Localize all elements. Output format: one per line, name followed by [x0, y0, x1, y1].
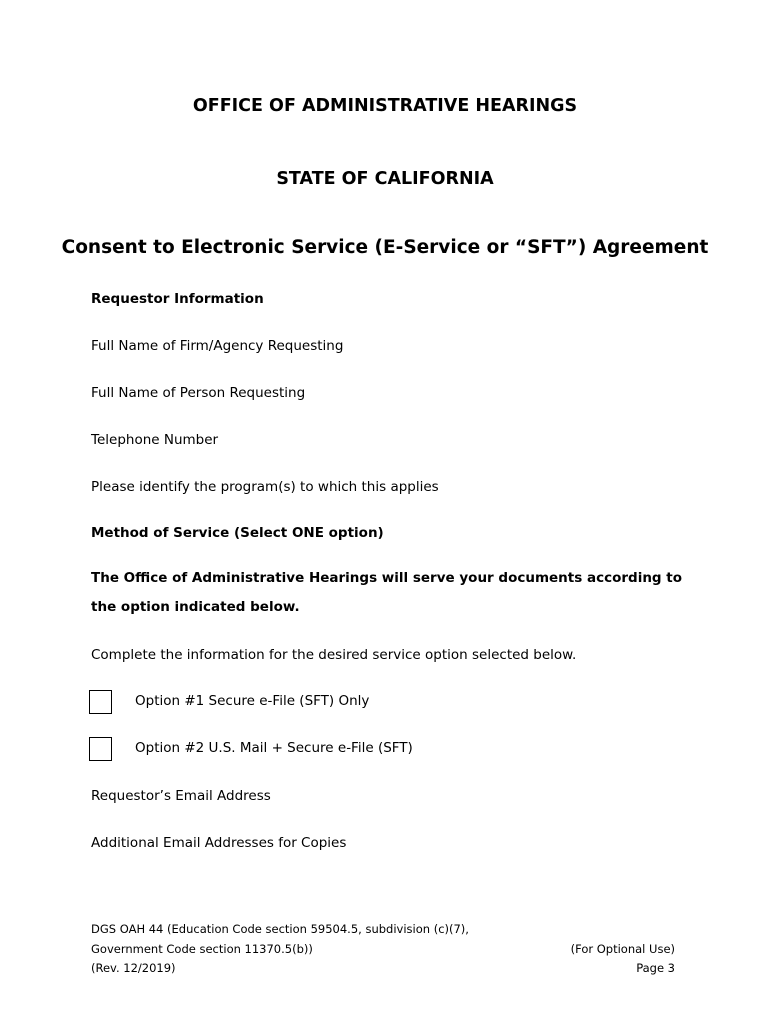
firm-name-label: Full Name of Firm/Agency Requesting	[91, 338, 344, 354]
option-2-label: Option #2 U.S. Mail + Secure e-File (SFT)	[135, 740, 413, 756]
footer-line-3: (Rev. 12/2019)	[91, 961, 176, 975]
footer-line-1: DGS OAH 44 (Education Code section 59504.5, subdivision (c)(7),	[91, 922, 469, 936]
requestor-email-label: Requestor’s Email Address	[91, 788, 271, 804]
footer-line-2: Government Code section 11370.5(b))	[91, 942, 313, 956]
option-1-checkbox[interactable]	[89, 690, 112, 714]
telephone-label: Telephone Number	[91, 432, 219, 448]
state-heading: STATE OF CALIFORNIA	[276, 169, 494, 189]
notice-line-1: The Office of Administrative Hearings will serve your documents according to	[91, 570, 683, 586]
optional-use-note: (For Optional Use)	[570, 942, 675, 956]
method-section-label: Method of Service (Select ONE option)	[91, 525, 384, 541]
additional-emails-label: Additional Email Addresses for Copies	[91, 835, 347, 851]
form-title: Consent to Electronic Service (E-Service or “SFT”) Agreement	[61, 237, 709, 258]
page-number: Page 3	[636, 961, 675, 975]
option-1-label: Option #1 Secure e-File (SFT) Only	[135, 693, 370, 709]
notice-line-2: the option indicated below.	[91, 599, 300, 615]
program-label: Please identify the program(s) to which this applies	[91, 479, 439, 495]
office-heading: OFFICE OF ADMINISTRATIVE HEARINGS	[192, 96, 578, 116]
person-name-label: Full Name of Person Requesting	[91, 385, 306, 401]
instructions-text: Complete the information for the desired service option selected below.	[91, 647, 577, 663]
requestor-section-label: Requestor Information	[91, 291, 264, 307]
option-2-checkbox[interactable]	[89, 737, 112, 761]
